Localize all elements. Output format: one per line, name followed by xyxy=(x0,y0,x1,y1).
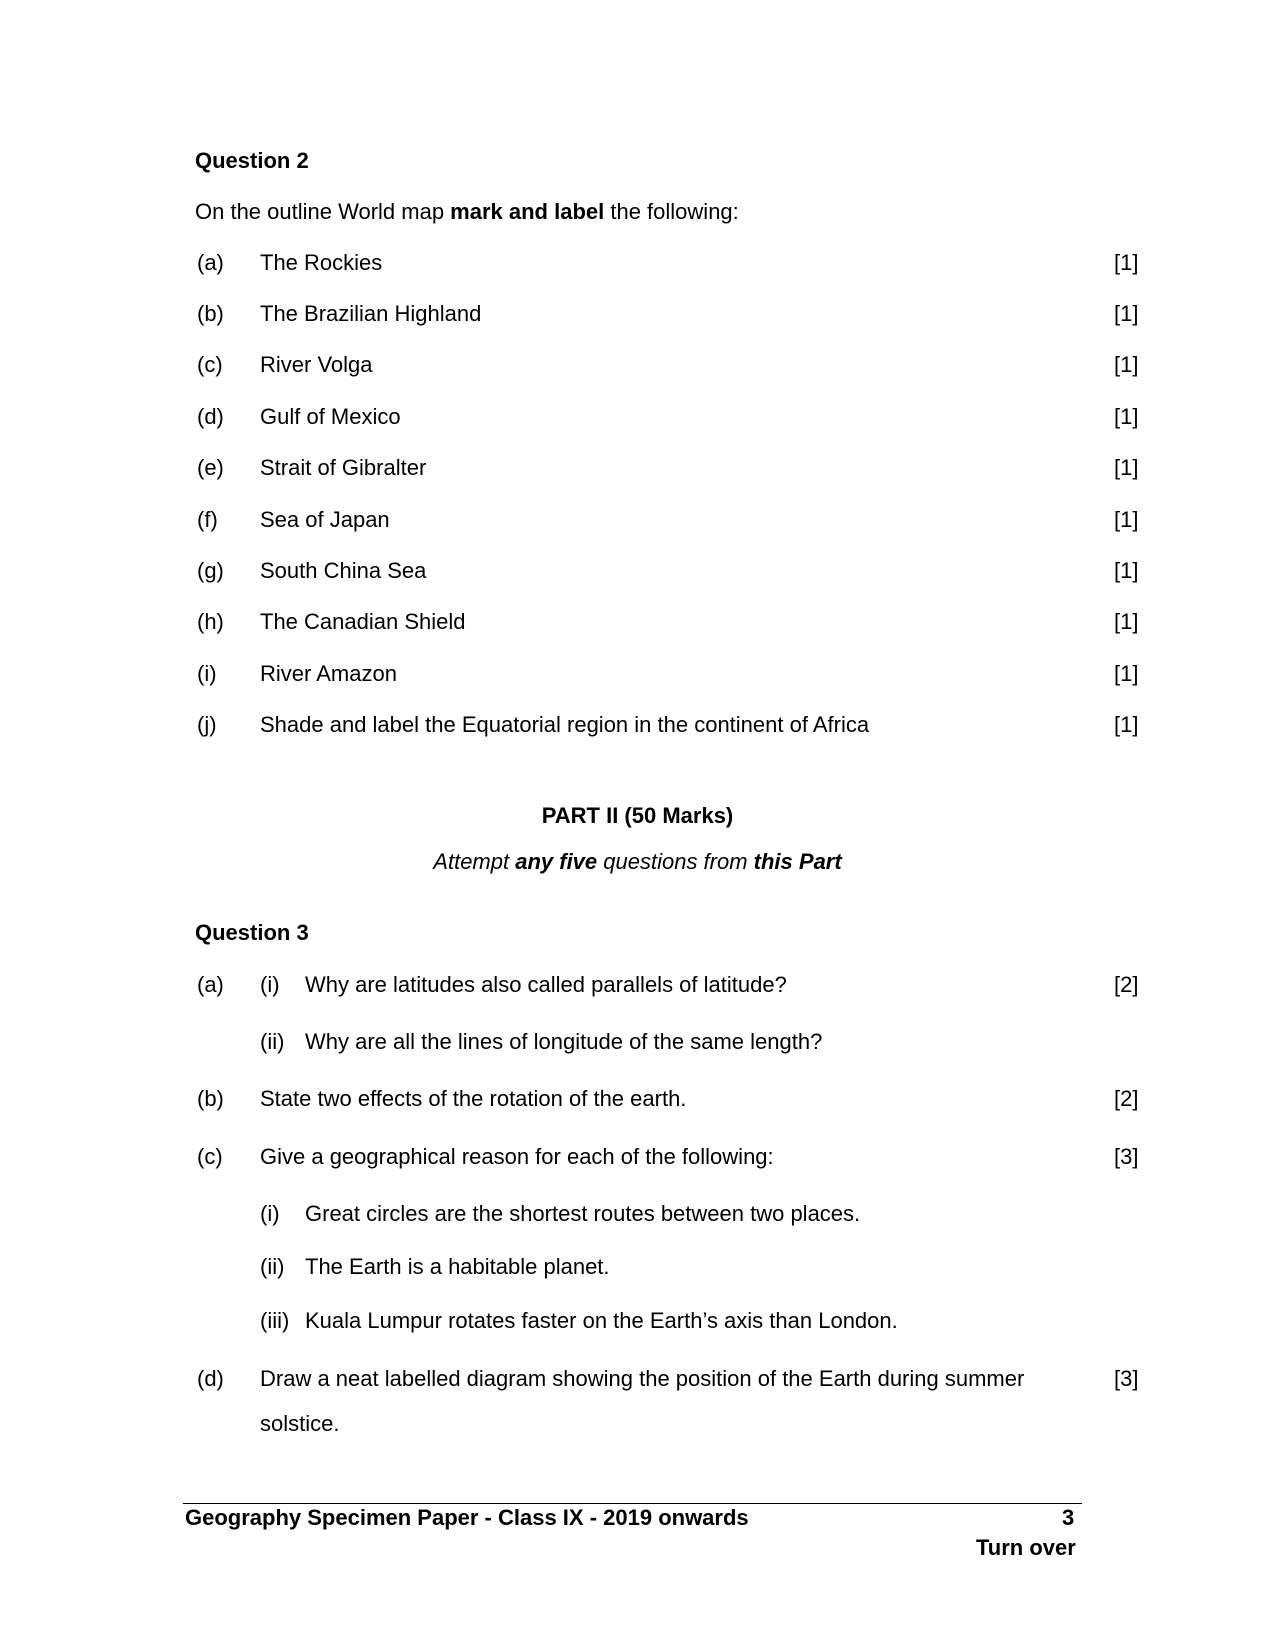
item-a-label: (a) xyxy=(197,250,224,275)
q3-c-i-text: Great circles are the shortest routes between two places. xyxy=(305,1201,861,1226)
q3-d-label: (d) xyxy=(197,1366,224,1391)
item-g-text: South China Sea xyxy=(260,558,427,583)
item-h-text: The Canadian Shield xyxy=(260,609,466,634)
q3-d-text-line2: solstice. xyxy=(260,1411,340,1436)
item-c-label: (c) xyxy=(197,352,223,377)
item-j-label: (j) xyxy=(197,712,217,737)
q3-c-i-label: (i) xyxy=(260,1201,280,1226)
item-g-label: (g) xyxy=(197,558,224,583)
q3-a-i-label: (i) xyxy=(260,972,280,997)
instr-part-3: questions from xyxy=(597,849,754,874)
item-b-marks: [1] xyxy=(1114,301,1139,326)
item-e-text: Strait of Gibralter xyxy=(260,455,427,480)
q3-c-iii-label: (iii) xyxy=(260,1308,290,1333)
question-2-intro xyxy=(195,199,739,225)
page-number: 3 xyxy=(1062,1505,1075,1530)
item-h-label: (h) xyxy=(197,609,224,634)
intro-text-post: the following: xyxy=(604,199,739,224)
q3-a-i-text: Why are latitudes also called parallels of latitude? xyxy=(305,972,787,997)
item-b-label: (b) xyxy=(197,301,224,326)
q3-c-text: Give a geographical reason for each of the following: xyxy=(260,1144,774,1169)
question-3-title: Question 3 xyxy=(195,920,309,945)
q3-c-ii-label: (ii) xyxy=(260,1254,285,1279)
q3-b-text: State two effects of the rotation of the earth. xyxy=(260,1086,687,1111)
q3-b-marks: [2] xyxy=(1114,1086,1139,1111)
question-2-title: Question 2 xyxy=(195,148,309,173)
instr-part-2: any five xyxy=(515,849,598,874)
item-b-text: The Brazilian Highland xyxy=(260,301,482,326)
q3-a-marks: [2] xyxy=(1114,972,1139,997)
item-c-text: River Volga xyxy=(260,352,373,377)
q3-c-iii-text: Kuala Lumpur rotates faster on the Earth’s axis than London. xyxy=(305,1308,898,1333)
item-e-marks: [1] xyxy=(1114,455,1139,480)
part-2-title: PART II (50 Marks) xyxy=(541,803,734,828)
item-j-marks: [1] xyxy=(1114,712,1139,737)
item-a-text: The Rockies xyxy=(260,250,383,275)
item-g-marks: [1] xyxy=(1114,558,1139,583)
instr-part-1: Attempt xyxy=(433,849,516,874)
item-f-label: (f) xyxy=(197,507,218,532)
q3-a-ii-label: (ii) xyxy=(260,1029,285,1054)
item-d-text: Gulf of Mexico xyxy=(260,404,401,429)
item-a-marks: [1] xyxy=(1114,250,1139,275)
part-2-instructions xyxy=(0,849,1275,875)
q3-c-ii-text: The Earth is a habitable planet. xyxy=(305,1254,610,1279)
item-i-text: River Amazon xyxy=(260,661,397,686)
item-i-label: (i) xyxy=(197,661,217,686)
q3-a-ii-text: Why are all the lines of longitude of the same length? xyxy=(305,1029,823,1054)
item-j-text: Shade and label the Equatorial region in the continent of Africa xyxy=(260,712,870,737)
intro-text-pre: On the outline World map xyxy=(195,199,451,224)
q3-c-label: (c) xyxy=(197,1144,223,1169)
turn-over: Turn over xyxy=(976,1535,1076,1560)
intro-text-bold: mark and label xyxy=(450,199,605,224)
footer-title: Geography Specimen Paper - Class IX - 2019 onwards xyxy=(185,1505,749,1530)
instr-part-4: this Part xyxy=(753,849,842,874)
q3-d-text-line1: Draw a neat labelled diagram showing the position of the Earth during summer xyxy=(260,1366,1025,1391)
q3-a-label: (a) xyxy=(197,972,224,997)
q3-b-label: (b) xyxy=(197,1086,224,1111)
item-h-marks: [1] xyxy=(1114,609,1139,634)
q3-d-marks: [3] xyxy=(1114,1366,1139,1391)
item-f-marks: [1] xyxy=(1114,507,1139,532)
item-f-text: Sea of Japan xyxy=(260,507,390,532)
item-d-marks: [1] xyxy=(1114,404,1139,429)
item-i-marks: [1] xyxy=(1114,661,1139,686)
item-d-label: (d) xyxy=(197,404,224,429)
q3-c-marks: [3] xyxy=(1114,1144,1139,1169)
item-c-marks: [1] xyxy=(1114,352,1139,377)
footer-rule xyxy=(183,1503,1082,1504)
item-e-label: (e) xyxy=(197,455,224,480)
